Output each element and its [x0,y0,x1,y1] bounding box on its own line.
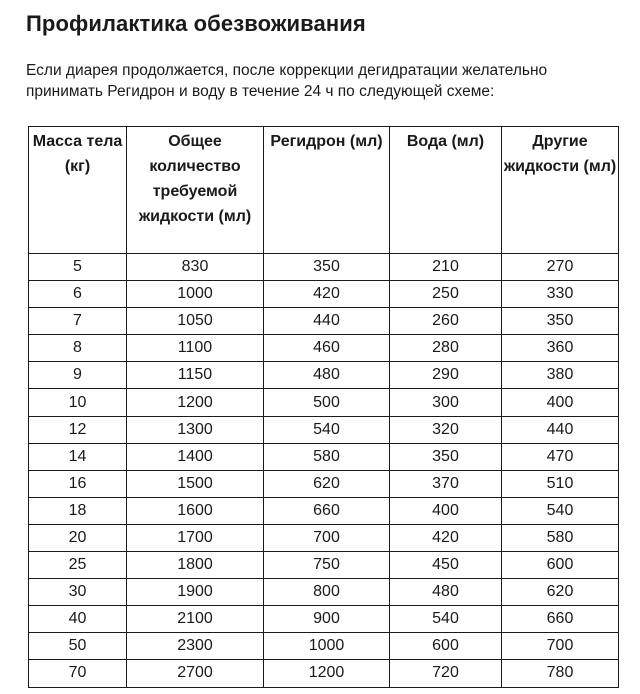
header-total-fluid: Общее количество требуемой жидкости (мл) [127,127,264,254]
table-row [29,552,619,579]
other-fluids-cell: 540 [502,497,619,524]
header-body-mass: Масса тела (кг) [29,127,127,254]
total-fluid-cell: 2300 [127,633,264,660]
body-mass-cell: 16 [29,470,127,497]
table-header-row [29,127,619,254]
total-fluid-cell: 1050 [127,308,264,335]
regidron-cell: 1200 [264,660,390,687]
body-mass-cell: 18 [29,497,127,524]
total-fluid-cell: 2700 [127,660,264,687]
table-row [29,308,619,335]
water-cell: 420 [390,524,502,551]
body-mass-cell: 6 [29,281,127,308]
total-fluid-cell: 1100 [127,335,264,362]
regidron-cell: 480 [264,362,390,389]
other-fluids-cell: 470 [502,443,619,470]
total-fluid-cell: 830 [127,254,264,281]
table-row [29,389,619,416]
total-fluid-cell: 1200 [127,389,264,416]
water-cell: 720 [390,660,502,687]
other-fluids-cell: 660 [502,606,619,633]
regidron-cell: 440 [264,308,390,335]
body-mass-cell: 7 [29,308,127,335]
regidron-cell: 750 [264,552,390,579]
other-fluids-cell: 580 [502,524,619,551]
regidron-cell: 580 [264,443,390,470]
other-fluids-cell: 440 [502,416,619,443]
water-cell: 540 [390,606,502,633]
body-mass-cell: 9 [29,362,127,389]
regidron-cell: 660 [264,497,390,524]
table-row [29,443,619,470]
table-row [29,281,619,308]
other-fluids-cell: 780 [502,660,619,687]
intro-paragraph: Если диарея продолжается, после коррекции дегидратации желательно принимать Регидрон и воду в течение 24 ч по следующей схеме: [26,62,548,100]
table-row [29,524,619,551]
regidron-cell: 900 [264,606,390,633]
other-fluids-cell: 510 [502,470,619,497]
body-mass-cell: 5 [29,254,127,281]
table-row [29,497,619,524]
regidron-cell: 800 [264,579,390,606]
body-mass-cell: 30 [29,579,127,606]
total-fluid-cell: 1000 [127,281,264,308]
body-mass-cell: 10 [29,389,127,416]
regidron-cell: 460 [264,335,390,362]
body-mass-cell: 25 [29,552,127,579]
dosage-table [28,126,619,688]
regidron-cell: 420 [264,281,390,308]
table-row [29,606,619,633]
body-mass-cell: 70 [29,660,127,687]
other-fluids-cell: 350 [502,308,619,335]
other-fluids-cell: 620 [502,579,619,606]
other-fluids-cell: 330 [502,281,619,308]
regidron-cell: 500 [264,389,390,416]
regidron-cell: 540 [264,416,390,443]
water-cell: 300 [390,389,502,416]
other-fluids-cell: 360 [502,335,619,362]
body-mass-cell: 14 [29,443,127,470]
total-fluid-cell: 1900 [127,579,264,606]
table-row [29,660,619,687]
total-fluid-cell: 1300 [127,416,264,443]
header-regidron: Регидрон (мл) [264,127,390,254]
water-cell: 600 [390,633,502,660]
table-row [29,362,619,389]
regidron-cell: 350 [264,254,390,281]
table-row [29,254,619,281]
water-cell: 480 [390,579,502,606]
water-cell: 400 [390,497,502,524]
water-cell: 320 [390,416,502,443]
table-body [29,254,619,688]
total-fluid-cell: 1400 [127,443,264,470]
water-cell: 350 [390,443,502,470]
table-row [29,633,619,660]
table-row [29,470,619,497]
total-fluid-cell: 1800 [127,552,264,579]
body-mass-cell: 12 [29,416,127,443]
water-cell: 290 [390,362,502,389]
total-fluid-cell: 1150 [127,362,264,389]
header-other-fluids: Другие жидкости (мл) [502,127,619,254]
other-fluids-cell: 600 [502,552,619,579]
total-fluid-cell: 1700 [127,524,264,551]
regidron-cell: 620 [264,470,390,497]
water-cell: 210 [390,254,502,281]
total-fluid-cell: 1500 [127,470,264,497]
water-cell: 370 [390,470,502,497]
water-cell: 250 [390,281,502,308]
table-row [29,335,619,362]
body-mass-cell: 20 [29,524,127,551]
water-cell: 260 [390,308,502,335]
total-fluid-cell: 1600 [127,497,264,524]
regidron-cell: 700 [264,524,390,551]
other-fluids-cell: 270 [502,254,619,281]
other-fluids-cell: 380 [502,362,619,389]
water-cell: 280 [390,335,502,362]
other-fluids-cell: 400 [502,389,619,416]
regidron-cell: 1000 [264,633,390,660]
page-title: Профилактика обезвоживания [26,11,366,36]
other-fluids-cell: 700 [502,633,619,660]
table-row [29,579,619,606]
header-water: Вода (мл) [390,127,502,254]
body-mass-cell: 8 [29,335,127,362]
total-fluid-cell: 2100 [127,606,264,633]
table-row [29,416,619,443]
body-mass-cell: 40 [29,606,127,633]
body-mass-cell: 50 [29,633,127,660]
water-cell: 450 [390,552,502,579]
